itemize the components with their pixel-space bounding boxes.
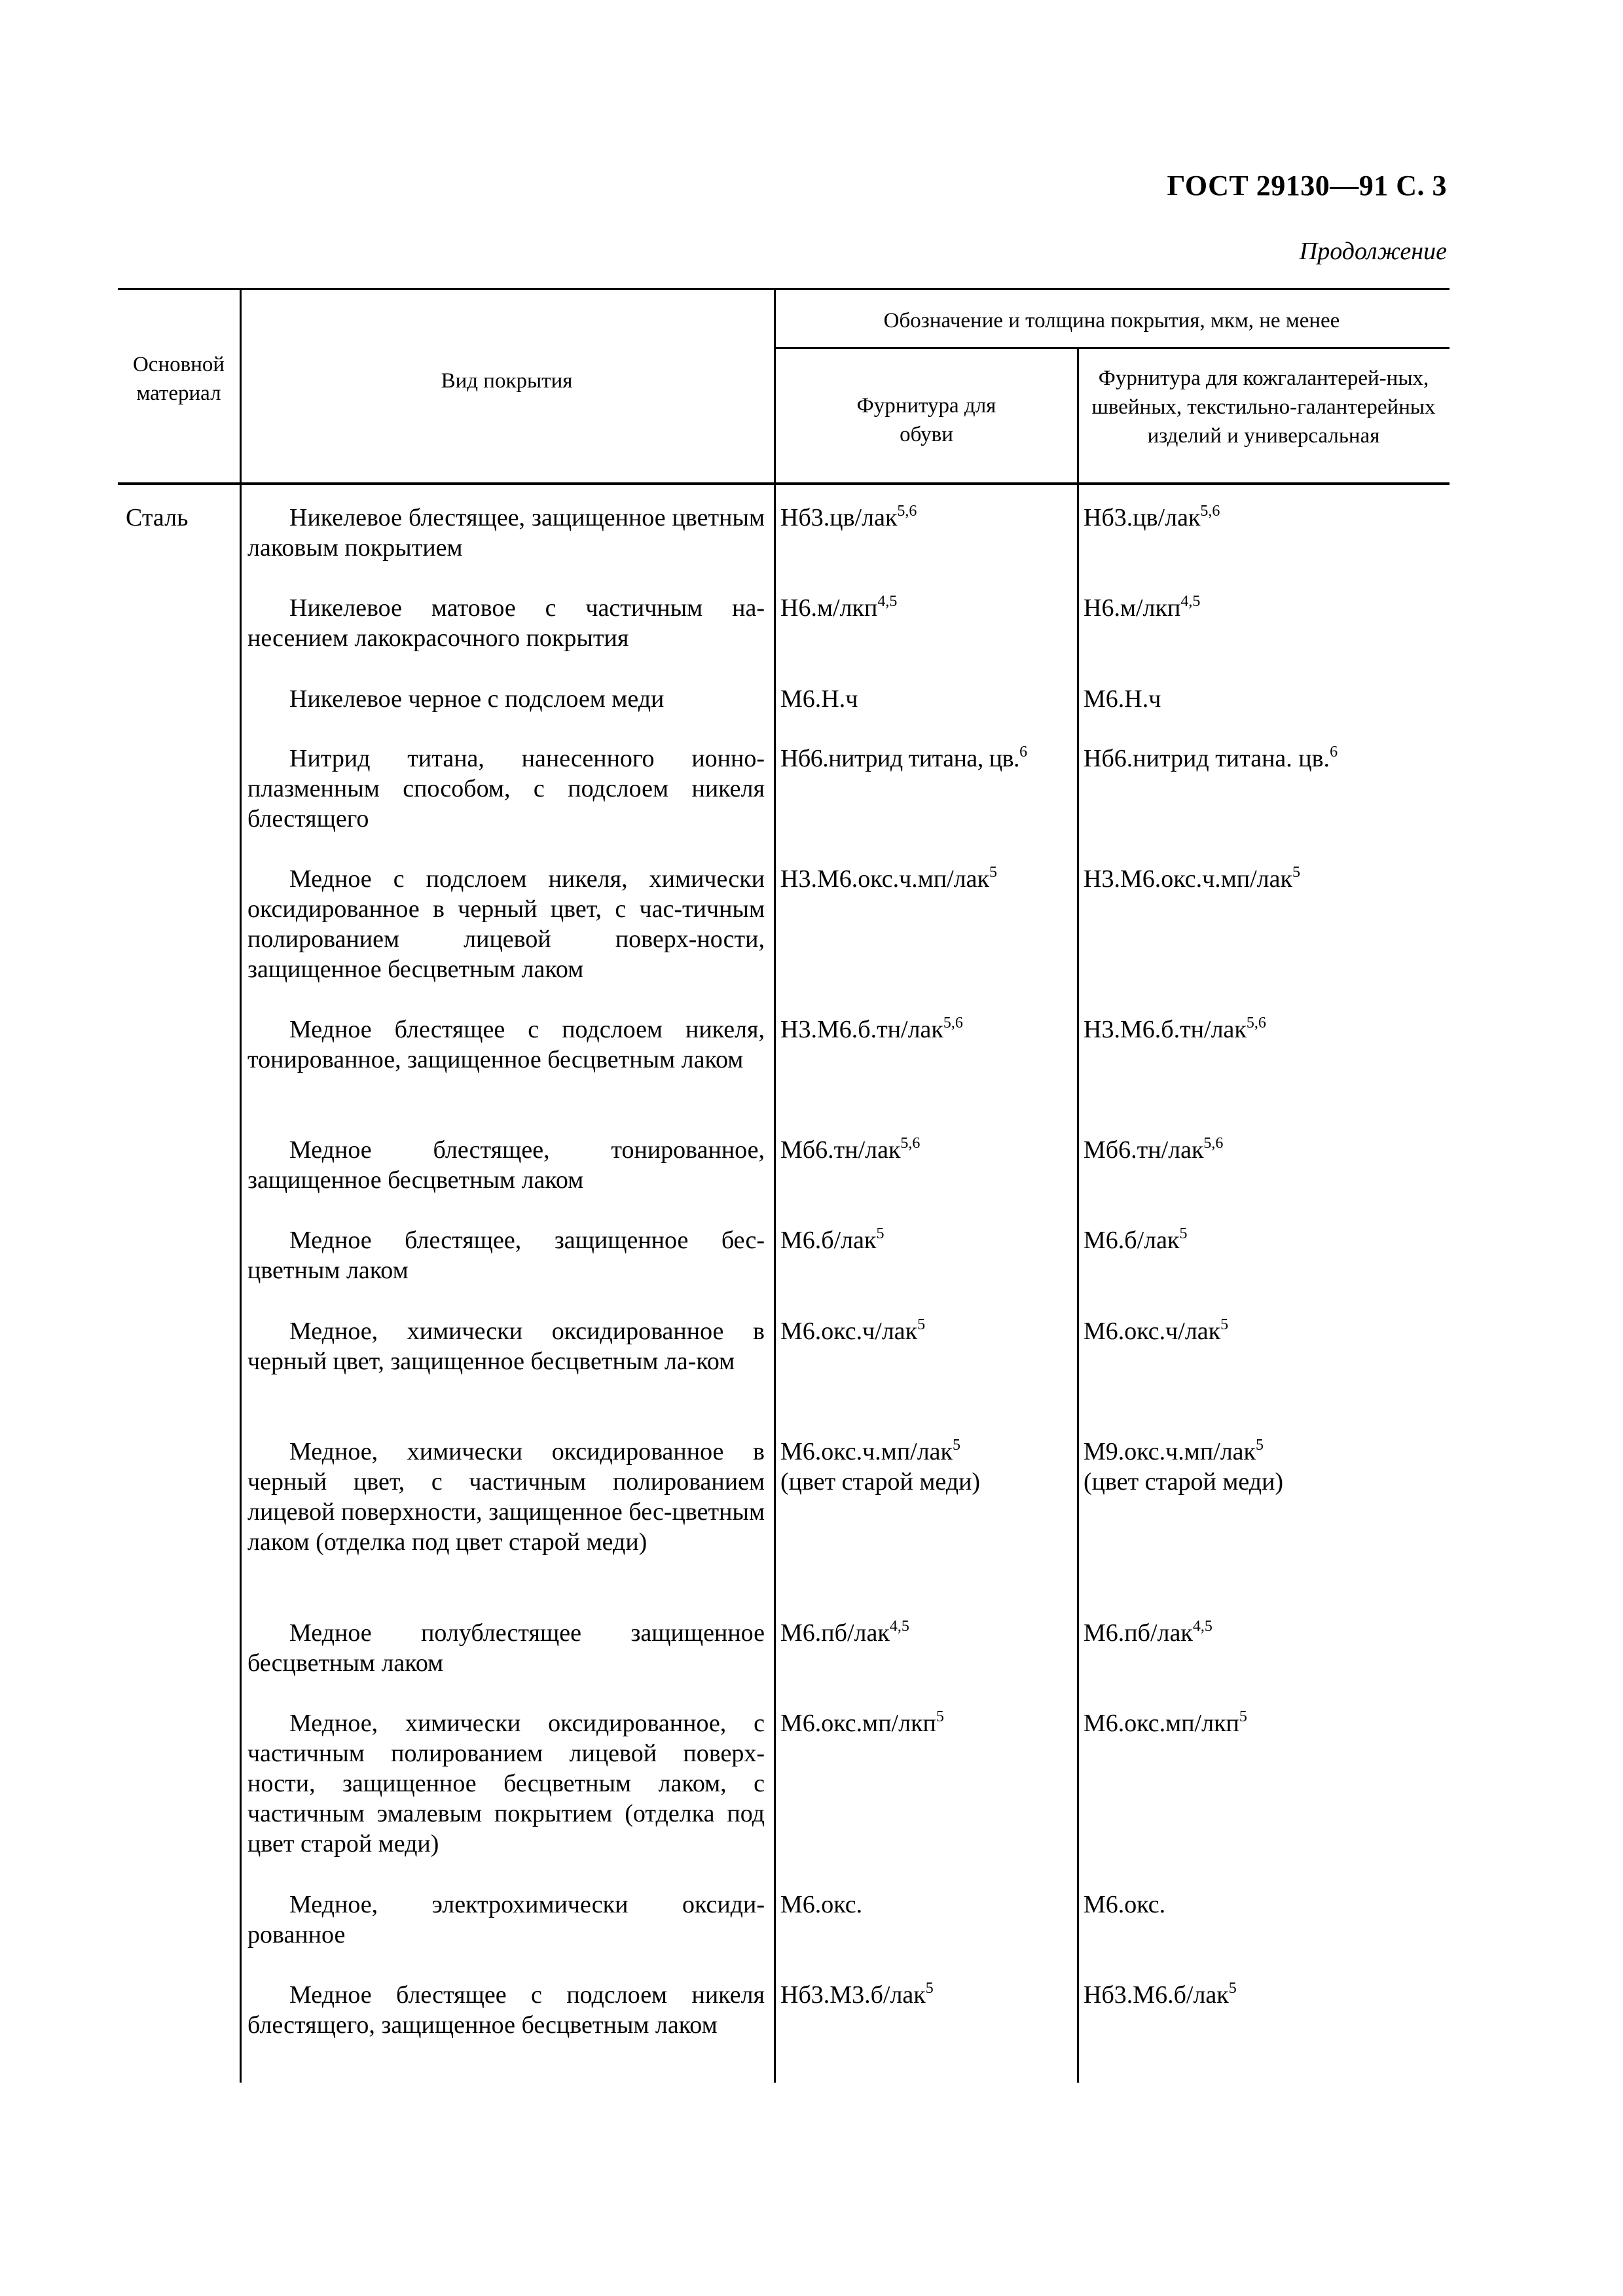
table-top-rule [118,288,1450,290]
column-divider-3 [1077,347,1079,2083]
base-material-cell: Сталь [126,504,189,531]
document-reference: ГОСТ 29130—91 С. 3 [1167,170,1447,202]
coating-description: Медное с подслоем никеля, химически оксидированное в черный цвет, с час-тичным полированием лицевой поверх-ности, защищенное бесцветным лаком [247,865,765,983]
column-header-coating-type: Вид покрытия [441,369,573,393]
shoe-designation: М6.окс.ч/лак$^5$ [780,1316,926,1345]
haberdashery-designation: М6.окс.мп/лкп$^5$ [1084,1708,1247,1737]
column-header-haberdashery-fittings: Фурнитура для кожгалантерей-ных, швейных, текстильно-галантерейных изделий и универсальная [1091,367,1436,448]
shoe-designation: М6.окс.мп/лкп$^5$ [780,1708,944,1737]
haberdashery-designation: М6.Н.ч [1084,685,1161,713]
shoe-designation: Нб3.М3.б/лак$^5$ [780,1980,934,2009]
header-bottom-rule [118,482,1450,485]
coating-description: Медное блестящее с подслоем никеля блестящего, защищенное бесцветным лаком [247,1981,765,2039]
haberdashery-designation: Нб6.нитрид титана. цв.$^6$ [1084,744,1338,772]
coating-description: Никелевое блестящее, защищенное цветным лаковым покрытием [247,504,765,562]
shoe-designation: М6.б/лак$^5$ [780,1225,884,1254]
haberdashery-designation: Нб3.М6.б/лак$^5$ [1084,1980,1237,2009]
haberdashery-designation: М6.пб/лак$^{4,5}$ [1084,1618,1213,1647]
shoe-designation: Н3.М6.окс.ч.мп/лак$^5$ [780,864,997,893]
coating-description: Медное блестящее с подслоем никеля, тонированное, защищенное бесцветным лаком [247,1016,765,1073]
shoe-designation: М6.пб/лак$^{4,5}$ [780,1618,909,1647]
haberdashery-designation: М6.окс. [1084,1891,1166,1918]
coating-description: Никелевое черное с подслоем меди [289,685,665,713]
haberdashery-designation-note: (цвет старой меди) [1084,1468,1284,1496]
subheader-rule [774,347,1450,349]
shoe-designation: Н3.М6.б.тн/лак$^{5,6}$ [780,1014,963,1043]
shoe-designation: М6.окс.ч.мп/лак$^5$ (цвет старой меди) [780,1437,981,1496]
shoe-designation: М6.окс. [780,1891,863,1918]
coating-description: Медное блестящее, защищенное бес-цветным лаком [247,1227,765,1284]
haberdashery-designation: Нб3.цв/лак$^{5,6}$ [1084,503,1220,531]
column-header-base-material: Основной материал [132,353,225,405]
column-header-designation-group: Обозначение и толщина покрытия, мкм, не менее [883,309,1340,332]
shoe-designation: М6.Н.ч [780,685,858,713]
column-divider-1 [240,288,242,2083]
shoe-designation: Н6.м/лкп$^{4,5}$ [780,593,898,622]
continuation-label: Продолжение [1299,238,1447,265]
haberdashery-designation: М9.окс.ч.мп/лак$^5$ (цвет старой меди) [1084,1437,1284,1496]
haberdashery-designation: Н3.М6.окс.ч.мп/лак$^5$ [1084,864,1300,893]
shoe-designation: Нб6.нитрид титана, цв.$^6$ [780,744,1027,772]
coating-description: Медное блестящее, тонированное, защищенное бесцветным лаком [247,1136,765,1194]
shoe-designation-note: (цвет старой меди) [780,1468,981,1496]
coating-description: Медное, химически оксидированное в черный цвет, защищенное бесцветным ла-ком [247,1318,765,1375]
column-divider-2 [774,288,776,2083]
haberdashery-designation: Мб6.тн/лак$^{5,6}$ [1084,1135,1224,1164]
coating-description: Нитрид титана, нанесенного ионно-плазменным способом, с подслоем никеля блестящего [247,745,765,833]
coating-description: Медное, электрохимически оксиди-рованное [247,1891,765,1948]
haberdashery-designation: Н3.М6.б.тн/лак$^{5,6}$ [1084,1014,1266,1043]
shoe-designation: Нб3.цв/лак$^{5,6}$ [780,503,917,531]
coating-description: Никелевое матовое с частичным на-несением лакокрасочного покрытия [247,594,765,652]
haberdashery-designation: М6.б/лак$^5$ [1084,1225,1188,1254]
coating-description: Медное, химически оксидированное, с частичным полированием лицевой поверх-ности, защищенное бесцветным лаком, с частичным эмалевым покрытием (отделка под цвет старой меди) [247,1710,765,1857]
column-header-shoe-fittings: Фурнитура для обуви [856,394,996,446]
coating-description: Медное полублестящее защищенное бесцветным лаком [247,1619,765,1677]
shoe-designation: Мб6.тн/лак$^{5,6}$ [780,1135,921,1164]
haberdashery-designation: Н6.м/лкп$^{4,5}$ [1084,593,1201,622]
haberdashery-designation: М6.окс.ч/лак$^5$ [1084,1316,1229,1345]
coating-description: Медное, химически оксидированное в черный цвет, с частичным полированием лицевой поверхности, защищенное бес-цветным лаком (отделка под цвет старой меди) [247,1438,765,1556]
